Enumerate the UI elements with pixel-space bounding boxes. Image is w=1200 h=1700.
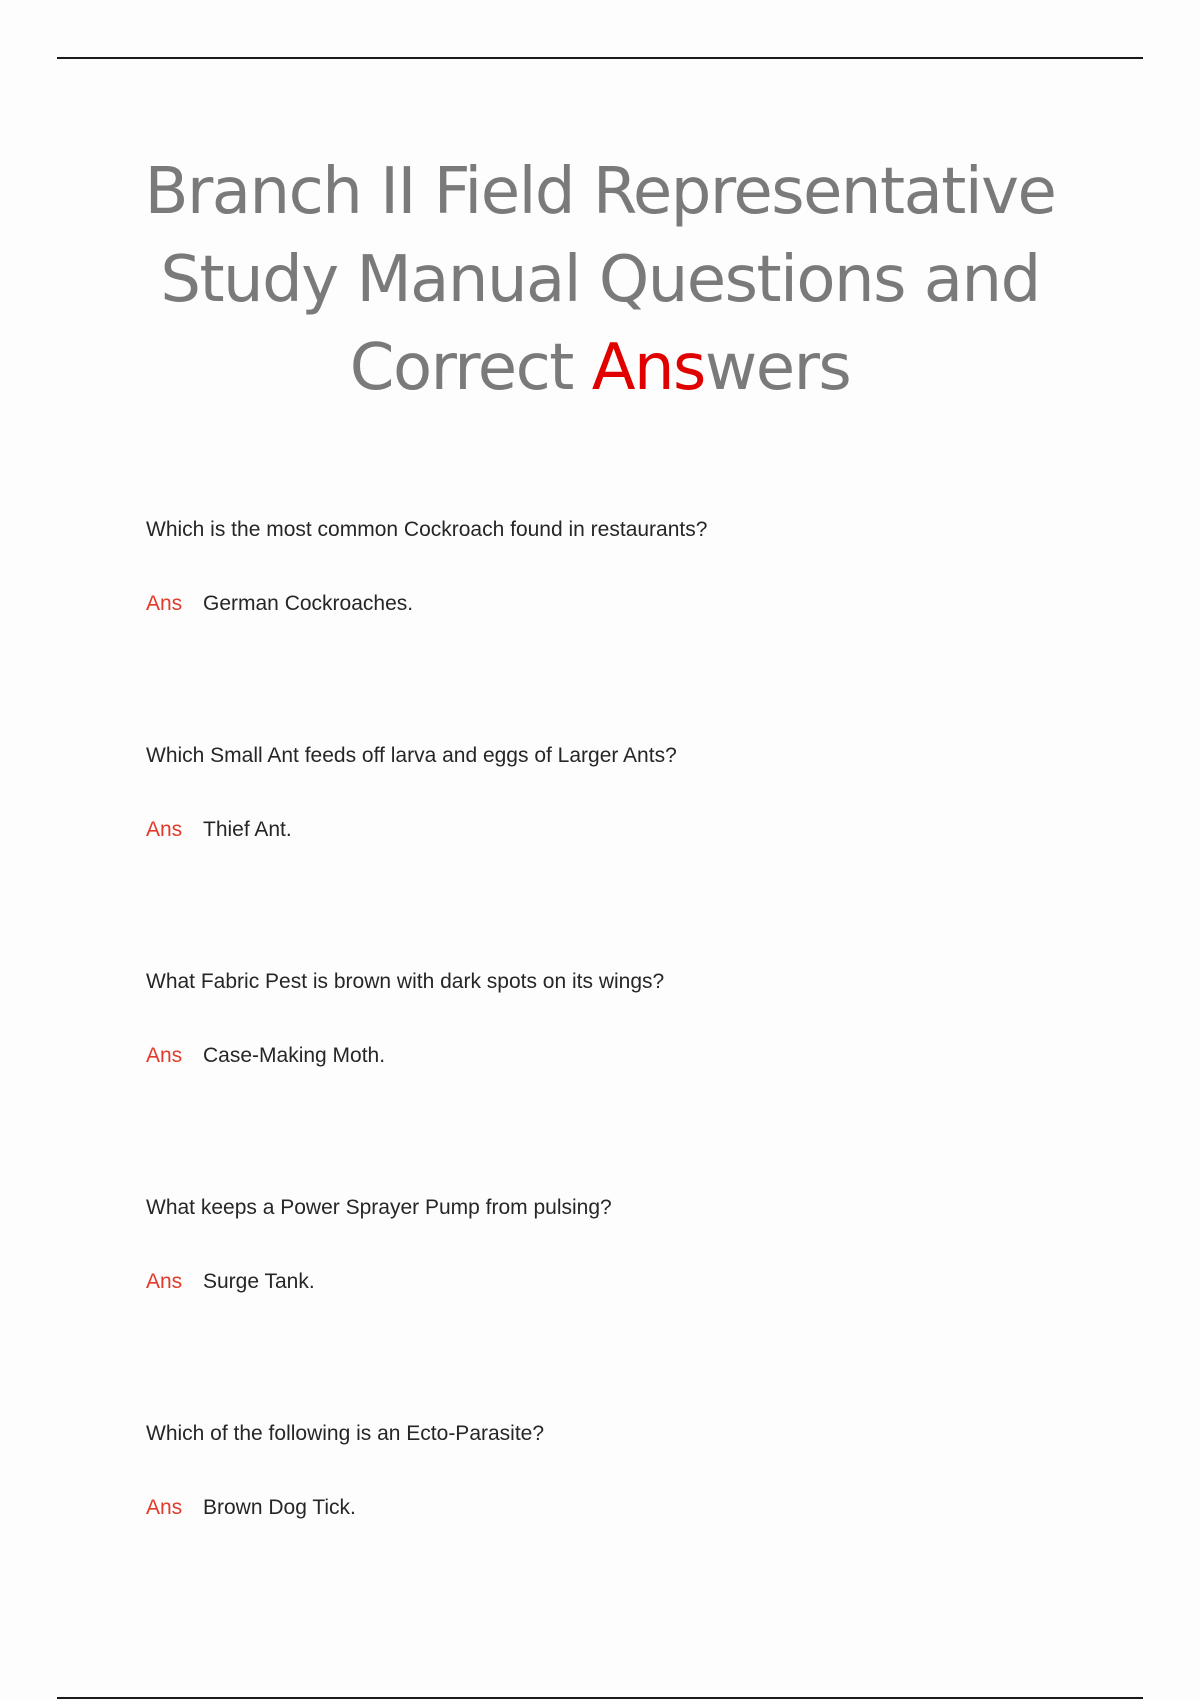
answer-label: Ans [146,1044,183,1067]
bottom-rule [57,1697,1143,1699]
title-line-2: Study Manual Questions and [160,243,1040,317]
top-rule [57,57,1143,59]
answer-row [146,1494,1106,1522]
answer-label: Ans [146,818,183,841]
answer-text: Thief Ant. [203,818,292,841]
answer-text: Surge Tank. [203,1270,315,1293]
qa-item [146,968,1106,1070]
title-line-3 [100,324,1100,412]
question-text: What keeps a Power Sprayer Pump from pulsing? [146,1196,612,1219]
answer-row [146,1268,1106,1296]
answer-row [146,1042,1106,1070]
qa-item [146,1194,1106,1296]
answer-row [146,816,1106,844]
answer-label: Ans [146,1496,183,1519]
answer-row [146,590,1106,618]
question-text: Which is the most common Cockroach found in restaurants? [146,518,708,541]
title-line-3-suffix: wers [704,331,851,405]
answer-label: Ans [146,592,183,615]
qa-item [146,516,1106,618]
document-title [100,148,1100,412]
title-line-1: Branch II Field Representative [144,155,1056,229]
answer-text: Case-Making Moth. [203,1044,386,1067]
answer-text: German Cockroaches. [203,592,414,615]
question-text: What Fabric Pest is brown with dark spots on its wings? [146,970,665,993]
question-text: Which Small Ant feeds off larva and eggs of Larger Ants? [146,744,677,767]
answer-label: Ans [146,1270,183,1293]
answer-text: Brown Dog Tick. [203,1496,356,1519]
title-line-3-prefix: Correct [349,331,592,405]
question-text: Which of the following is an Ecto-Parasite? [146,1422,545,1445]
title-line-3-accent: Ans [591,331,705,405]
qa-item [146,742,1106,844]
qa-item [146,1420,1106,1522]
